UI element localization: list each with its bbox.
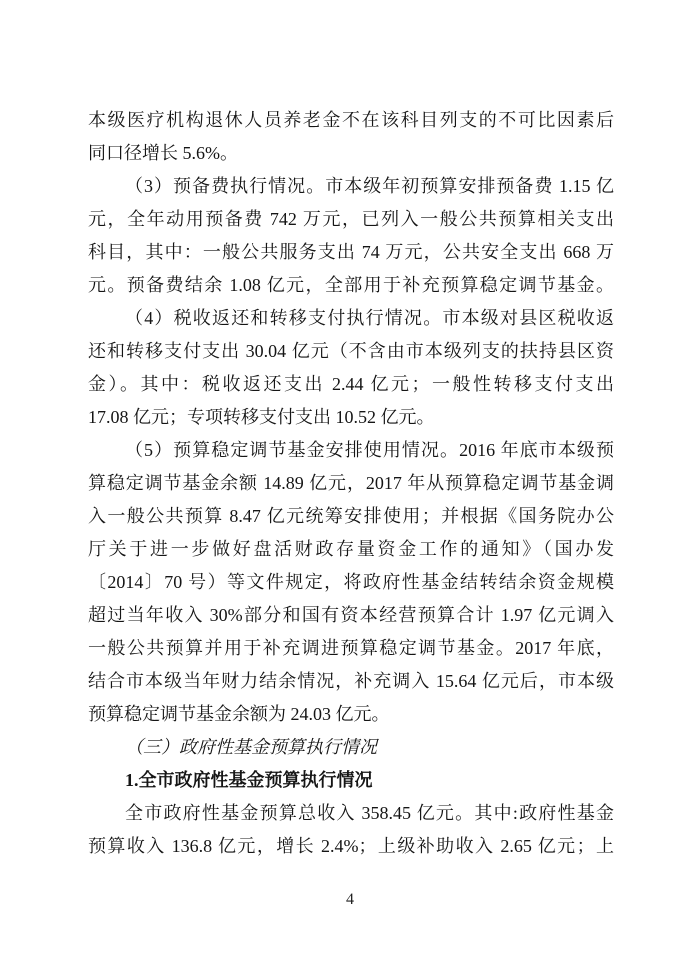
document-line: 科目，其中：一般公共服务支出 74 万元，公共安全支出 668 万	[88, 242, 614, 262]
document-line: 本级医疗机构退休人员养老金不在该科目列支的不可比因素后	[88, 110, 614, 130]
document-line: 预算收入 136.8 亿元，增长 2.4%；上级补助收入 2.65 亿元；上	[88, 836, 614, 856]
section-heading: （三）政府性基金预算执行情况	[125, 737, 377, 757]
document-line: 金）。其中：税收返还支出 2.44 亿元；一般性转移支付支出	[88, 374, 614, 394]
document-line: （4）税收返还和转移支付执行情况。市本级对县区税收返	[125, 308, 614, 328]
document-line: 厅关于进一步做好盘活财政存量资金工作的通知》（国办发	[88, 539, 614, 559]
document-line: 元，全年动用预备费 742 万元，已列入一般公共预算相关支出	[88, 209, 614, 229]
document-line: 全市政府性基金预算总收入 358.45 亿元。其中:政府性基金	[125, 803, 614, 823]
document-line: 预算稳定调节基金余额为 24.03 亿元。	[88, 704, 390, 724]
document-body	[88, 104, 614, 863]
document-line: 〔2014〕70 号）等文件规定，将政府性基金结转结余资金规模	[88, 572, 614, 592]
document-line: 同口径增长 5.6%。	[88, 143, 238, 163]
document-line: 还和转移支付支出 30.04 亿元（不含由市本级列支的扶持县区资	[88, 341, 614, 361]
document-line: （5）预算稳定调节基金安排使用情况。2016 年底市本级预	[125, 440, 614, 460]
document-line: 结合市本级当年财力结余情况，补充调入 15.64 亿元后，市本级	[88, 671, 614, 691]
document-line: 17.08 亿元；专项转移支付支出 10.52 亿元。	[88, 407, 435, 427]
document-line: 算稳定调节基金余额 14.89 亿元，2017 年从预算稳定调节基金调	[88, 473, 614, 493]
document-line: 入一般公共预算 8.47 亿元统筹安排使用；并根据《国务院办公	[88, 506, 614, 526]
document-line: 元。预备费结余 1.08 亿元，全部用于补充预算稳定调节基金。	[88, 275, 614, 295]
document-line: （3）预备费执行情况。市本级年初预算安排预备费 1.15 亿	[125, 176, 614, 196]
subsection-heading: 1.全市政府性基金预算执行情况	[125, 770, 373, 790]
document-line: 一般公共预算并用于补充调进预算稳定调节基金。2017 年底，	[88, 638, 614, 658]
page-number: 4	[346, 891, 354, 908]
document-line: 超过当年收入 30%部分和国有资本经营预算合计 1.97 亿元调入	[88, 605, 614, 625]
